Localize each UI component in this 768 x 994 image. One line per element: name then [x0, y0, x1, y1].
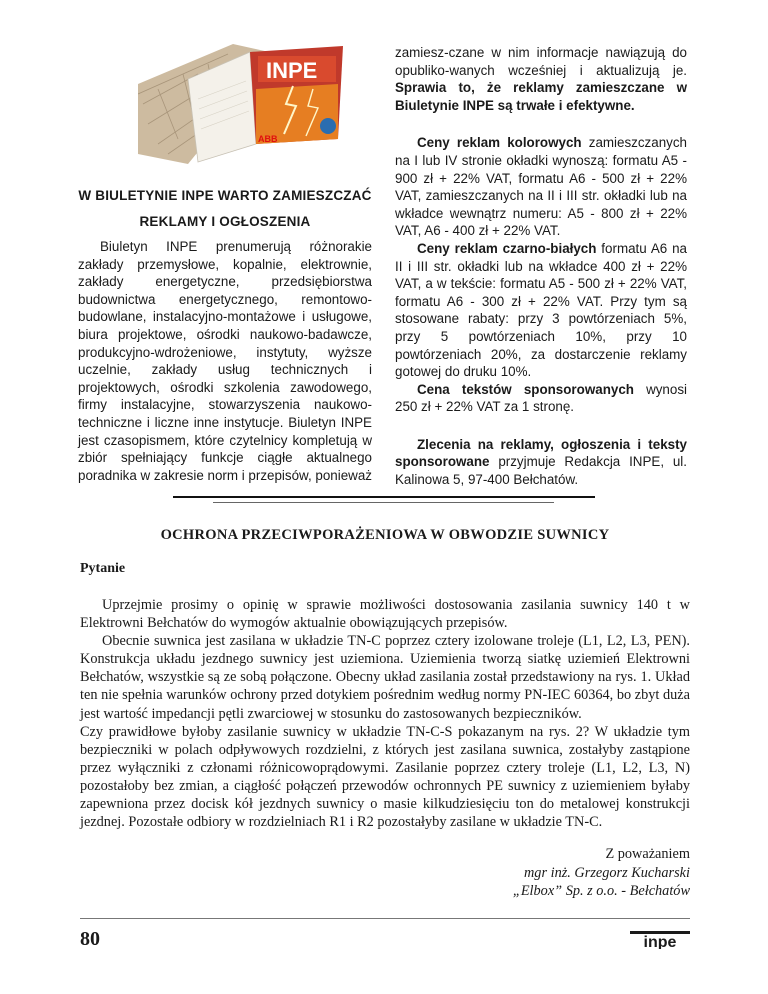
color-prices: Ceny reklam kolorowych zamieszczanych na I lub IV stronie okładki wynoszą: formatu A5 - 900 zł + 22% VAT, formatu A6 - 500 zł + 22% VAT, zamieszczanych na II i III str. okładki lub na wkładce wewnątrz numeru: A5 - 800 zł + 22% VAT, A6 - 400 zł + 22% VAT.	[395, 135, 687, 239]
ad-right-column	[395, 44, 687, 489]
question-label: Pytanie	[80, 561, 126, 576]
logo-text: inpe	[643, 934, 677, 949]
cover-title: INPE	[266, 58, 318, 83]
signature-name: mgr inż. Grzegorz Kucharski	[523, 864, 690, 881]
article-body	[80, 596, 690, 831]
article-paragraph: Uprzejmie prosimy o opinię w sprawie możliwości dostosowania zasilania suwnicy 140 t w Elektrowni Bełchatów do wymogów aktualnie obowiązujących przepisów.	[80, 597, 690, 632]
footer-rule	[80, 918, 690, 919]
section-divider	[173, 496, 595, 498]
signature	[513, 845, 690, 901]
signature-closing: Z poważaniem	[605, 846, 690, 862]
ad-right-intro: zamiesz-czane w nim informacje nawiązują do opubliko-wanych wcześniej i aktualizują je. Sprawia to, że reklamy zamieszczane w Biuletynie INPE są trwałe i efektywne.	[395, 45, 687, 113]
bw-prices: Ceny reklam czarno-białych formatu A6 na II i III str. okładki lub na wkładce 400 zł + 22% VAT, a w tekście: formatu A5 - 500 zł + 22% VAT, formatu A6 - 300 zł + 22% VAT. Przy tym są stosowane rabaty: przy 3 powtórzeniach 5%, przy 5 powtórzeniach 10%, przy 10 powtórzeniach 20%, za dostarczenie reklamy gotowej do druku 10%.	[395, 240, 687, 380]
cover-brand: ABB	[258, 134, 278, 144]
ad-heading-line2: REKLAMY I OGŁOSZENIA	[139, 214, 311, 229]
article-paragraph: Obecnie suwnica jest zasilana w układzie TN-C poprzez cztery izolowane troleje (L1, L2, L3, PEN). Konstrukcja układu jezdnego suwnicy jest uziemiona. Uziemienia tworzą siatkę uziemień Elektrowni Bełchatów, wszystkie są ze sobą połączone. Obecny układ zasilania został przedstawiony na rys. 1. Układ ten nie spełnia warunków ochrony przed dotykiem pośrednim według normy PN-IEC 60364, bo zbyt duża jest wartość impedancji pętli zwarciowej w stosunku do zastosowanych bezpieczników.	[80, 633, 690, 722]
article-title: OCHRONA PRZECIWPORAŻENIOWA W OBWODZIE SUWNICY	[160, 527, 610, 543]
article-paragraph: Czy prawidłowe byłoby zasilanie suwnicy w układzie TN-C-S pokazanym na rys. 2? W układzie tym bezpieczniki w polach odpływowych rozdzielni, z których jest zasilana suwnica, zostałyby zastąpione przez wyłączniki z członami różnicowoprądowymi. Zasilanie poprzez cztery troleje (L1, L2, L3, N) pozostałoby bez zmian, a ciągłość połączeń przewodów ochronnych PE suwnicy z uziemieniem byłaby zapewniona przez docisk kół jezdnych suwnicy o masie kilkudziesięciu ton do metalowej konstrukcji jezdnej. Pozostałe odbiory w rozdzielniach R1 i R2 pozostałyby zasilane w układzie TN-C.	[80, 723, 690, 831]
ad-heading	[78, 183, 372, 235]
signature-company: „Elbox” Sp. z o.o. - Bełchatów	[512, 883, 690, 900]
ad-right-intro-bold: Sprawia to, że reklamy zamieszczane w Biuletynie INPE są trwałe i efektywne.	[395, 80, 687, 113]
sponsored-prices: Cena tekstów sponsorowanych wynosi 250 zł + 22% VAT za 1 stronę.	[395, 381, 687, 415]
inpe-logo	[630, 929, 690, 949]
orders-info: Zlecenia na reklamy, ogłoszenia i teksty sponsorowane przyjmuje Redakcja INPE, ul. Kalinowa 5, 97-400 Bełchatów.	[395, 436, 687, 488]
page-number: 80	[80, 928, 100, 950]
ad-left-text: Biuletyn INPE prenumerują różnorakie zakłady przemysłowe, kopalnie, elektrownie, zakłady energetyczne, przedsiębiorstwa budownictwa energetycznego, remontowo-budowlane, instalacyjno-montażowe i usługowe, biura projektowe, ośrodki naukowo-badawcze, produkcyjno-wdrożeniowe, instytuty, wyższe uczelnie, zakłady usług technicznych i projektowych, ośrodki szkolenia zawodowego, firmy instalacyjne, stowarzyszenia naukowo-techniczne i liczne inne instytucje. Biuletyn INPE jest czasopismem, które czytelnicy kompletują w zbiór spełniający funkcje ciągłe aktualnego poradnika w zakresie norm i przepisów, ponieważ	[78, 239, 372, 483]
ad-heading-line1: W BIULETYNIE INPE WARTO ZAMIESZCZAĆ	[78, 188, 372, 203]
section-divider-thin	[213, 502, 554, 503]
magazine-cover-image	[138, 44, 348, 164]
